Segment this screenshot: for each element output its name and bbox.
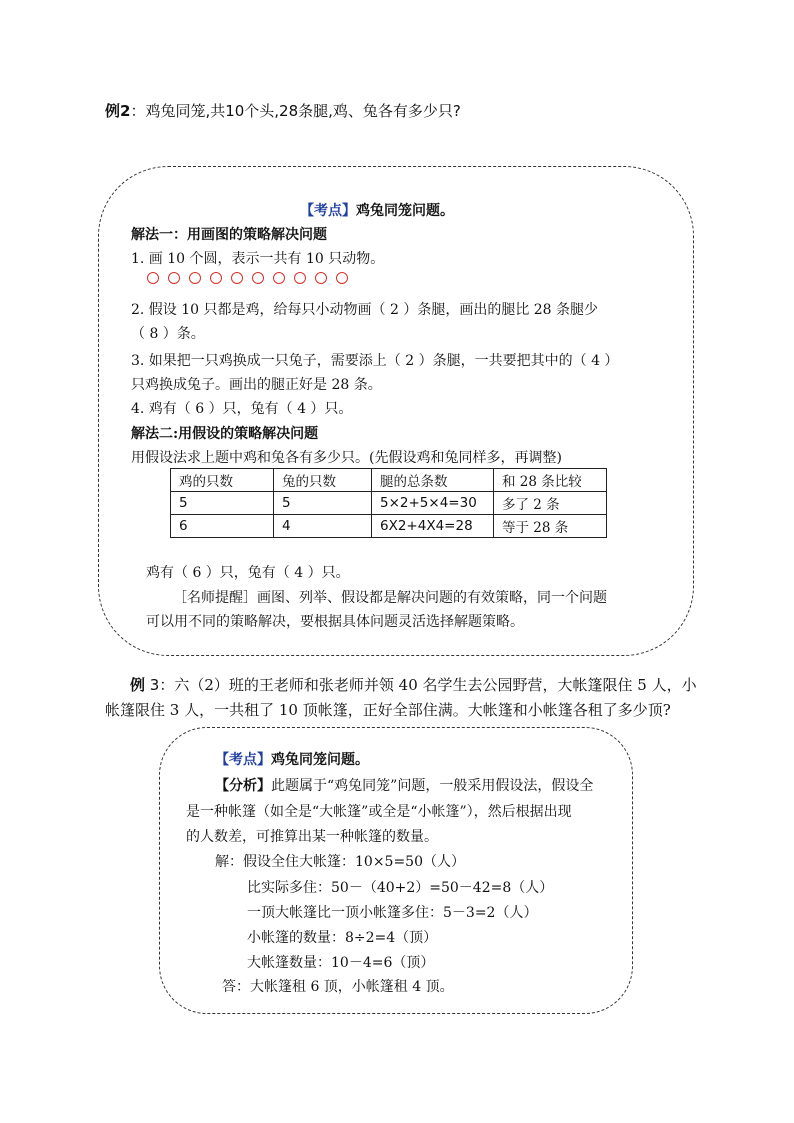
method1-step2-line1: 2. 假设 10 只都是鸡，给每只小动物画（ 2 ）条腿，画出的腿比 28 条腿少	[131, 302, 599, 318]
method1-step1: 1. 画 10 个圆，表示一共有 10 只动物。	[131, 251, 385, 267]
circle-mark	[231, 272, 243, 284]
method1-step3-line1: 3. 如果把一只鸡换成一只兔子，需要添上（ 2 ）条腿，一共要把其中的（ 4 ）	[131, 353, 619, 369]
table-cell: 等于 28 条	[494, 515, 607, 538]
box2-kaodian	[215, 749, 369, 769]
fenxi-text: 此题属于“鸡兔同笼”问题，一般采用假设法，假设全	[271, 778, 594, 794]
solution-step4: 小帐篷的数量：8÷2=4（顶）	[247, 930, 438, 946]
kaodian-tag: 【考点】	[300, 203, 356, 219]
solution-step5: 大帐篷数量：10－4=6（顶）	[247, 955, 435, 971]
circle-mark	[189, 272, 201, 284]
kaodian-text: 鸡兔同笼问题。	[356, 203, 454, 219]
example3-number: 3	[149, 676, 160, 694]
table-cell: 6	[171, 515, 274, 538]
example2-question	[105, 100, 461, 121]
table-header-row	[171, 469, 607, 492]
table-cell: 6X2+4X4=28	[372, 515, 494, 538]
table-header-cell: 腿的总条数	[372, 469, 494, 492]
fenxi-tag: 【分析】	[215, 778, 271, 794]
teacher-tip-line2: 可以用不同的策略解决，要根据具体问题灵活选择解题策略。	[146, 614, 524, 630]
table-row	[171, 515, 607, 538]
circle-mark	[252, 272, 264, 284]
box2-analysis-line1	[215, 775, 593, 795]
method2-answer: 鸡有（ 6 ）只，兔有（ 4 ）只。	[146, 565, 350, 581]
animal-circles	[147, 272, 348, 284]
method1-step2-line2: （ 8 ）条。	[131, 326, 205, 342]
solution-step3: 一顶大帐篷比一顶小帐篷多住：5－3=2（人）	[247, 905, 538, 921]
circle-mark	[336, 272, 348, 284]
example2-label: 例2	[105, 102, 131, 120]
kaodian-text: 鸡兔同笼问题。	[271, 752, 369, 768]
method2-title: 解法二:用假设的策略解决问题	[131, 426, 319, 442]
solution-step1: 解：假设全住大帐篷：10×5=50（人）	[215, 854, 465, 870]
table-cell: 5	[171, 492, 274, 515]
method1-title: 解法一：用画图的策略解决问题	[131, 227, 327, 243]
circle-mark	[273, 272, 285, 284]
circle-mark	[147, 272, 159, 284]
circle-mark	[210, 272, 222, 284]
table-cell: 5	[274, 492, 372, 515]
table-cell: 4	[274, 515, 372, 538]
assumption-table	[170, 468, 607, 538]
example3-line2: 帐篷限住 3 人，一共租了 10 顶帐篷，正好全部住满。大帐篷和小帐篷各租了多少顶?	[105, 701, 671, 719]
table-cell: 多了 2 条	[494, 492, 607, 515]
solution-step2: 比实际多住：50－（40+2）=50－42=8（人）	[247, 880, 554, 896]
box2-analysis-line2: 是一种帐篷（如全是“大帐篷”或全是“小帐篷”），然后根据出现	[186, 804, 572, 820]
example2-text: ：鸡兔同笼,共10个头,28条腿,鸡、兔各有多少只?	[130, 102, 461, 120]
circle-mark	[168, 272, 180, 284]
example3-line1	[130, 674, 697, 695]
circle-mark	[315, 272, 327, 284]
example3-label: 例	[130, 676, 146, 694]
circle-mark	[294, 272, 306, 284]
table-row	[171, 492, 607, 515]
teacher-tip-line1: ［名师提醒］画图、列举、假设都是解决问题的有效策略，同一个问题	[173, 590, 607, 606]
example3-text-line1: ：六（2）班的王老师和张老师并领 40 名学生去公园野营，大帐篷限住 5 人，小	[159, 676, 697, 694]
box2-analysis-line3: 的人数差，可推算出某一种帐篷的数量。	[186, 829, 438, 845]
method1-step4: 4. 鸡有（ 6 ）只，兔有（ 4 ）只。	[131, 401, 353, 417]
table-cell: 5×2+5×4=30	[372, 492, 494, 515]
solution-answer: 答：大帐篷租 6 顶，小帐篷租 4 顶。	[222, 979, 454, 995]
kaodian-tag: 【考点】	[215, 752, 271, 768]
table-header-cell: 兔的只数	[274, 469, 372, 492]
method2-intro: 用假设法求上题中鸡和兔各有多少只。(先假设鸡和兔同样多，再调整)	[131, 450, 562, 466]
table-header-cell: 鸡的只数	[171, 469, 274, 492]
table-header-cell: 和 28 条比较	[494, 469, 607, 492]
box1-kaodian	[300, 200, 454, 220]
method1-step3-line2: 只鸡换成兔子。画出的腿正好是 28 条。	[131, 377, 382, 393]
